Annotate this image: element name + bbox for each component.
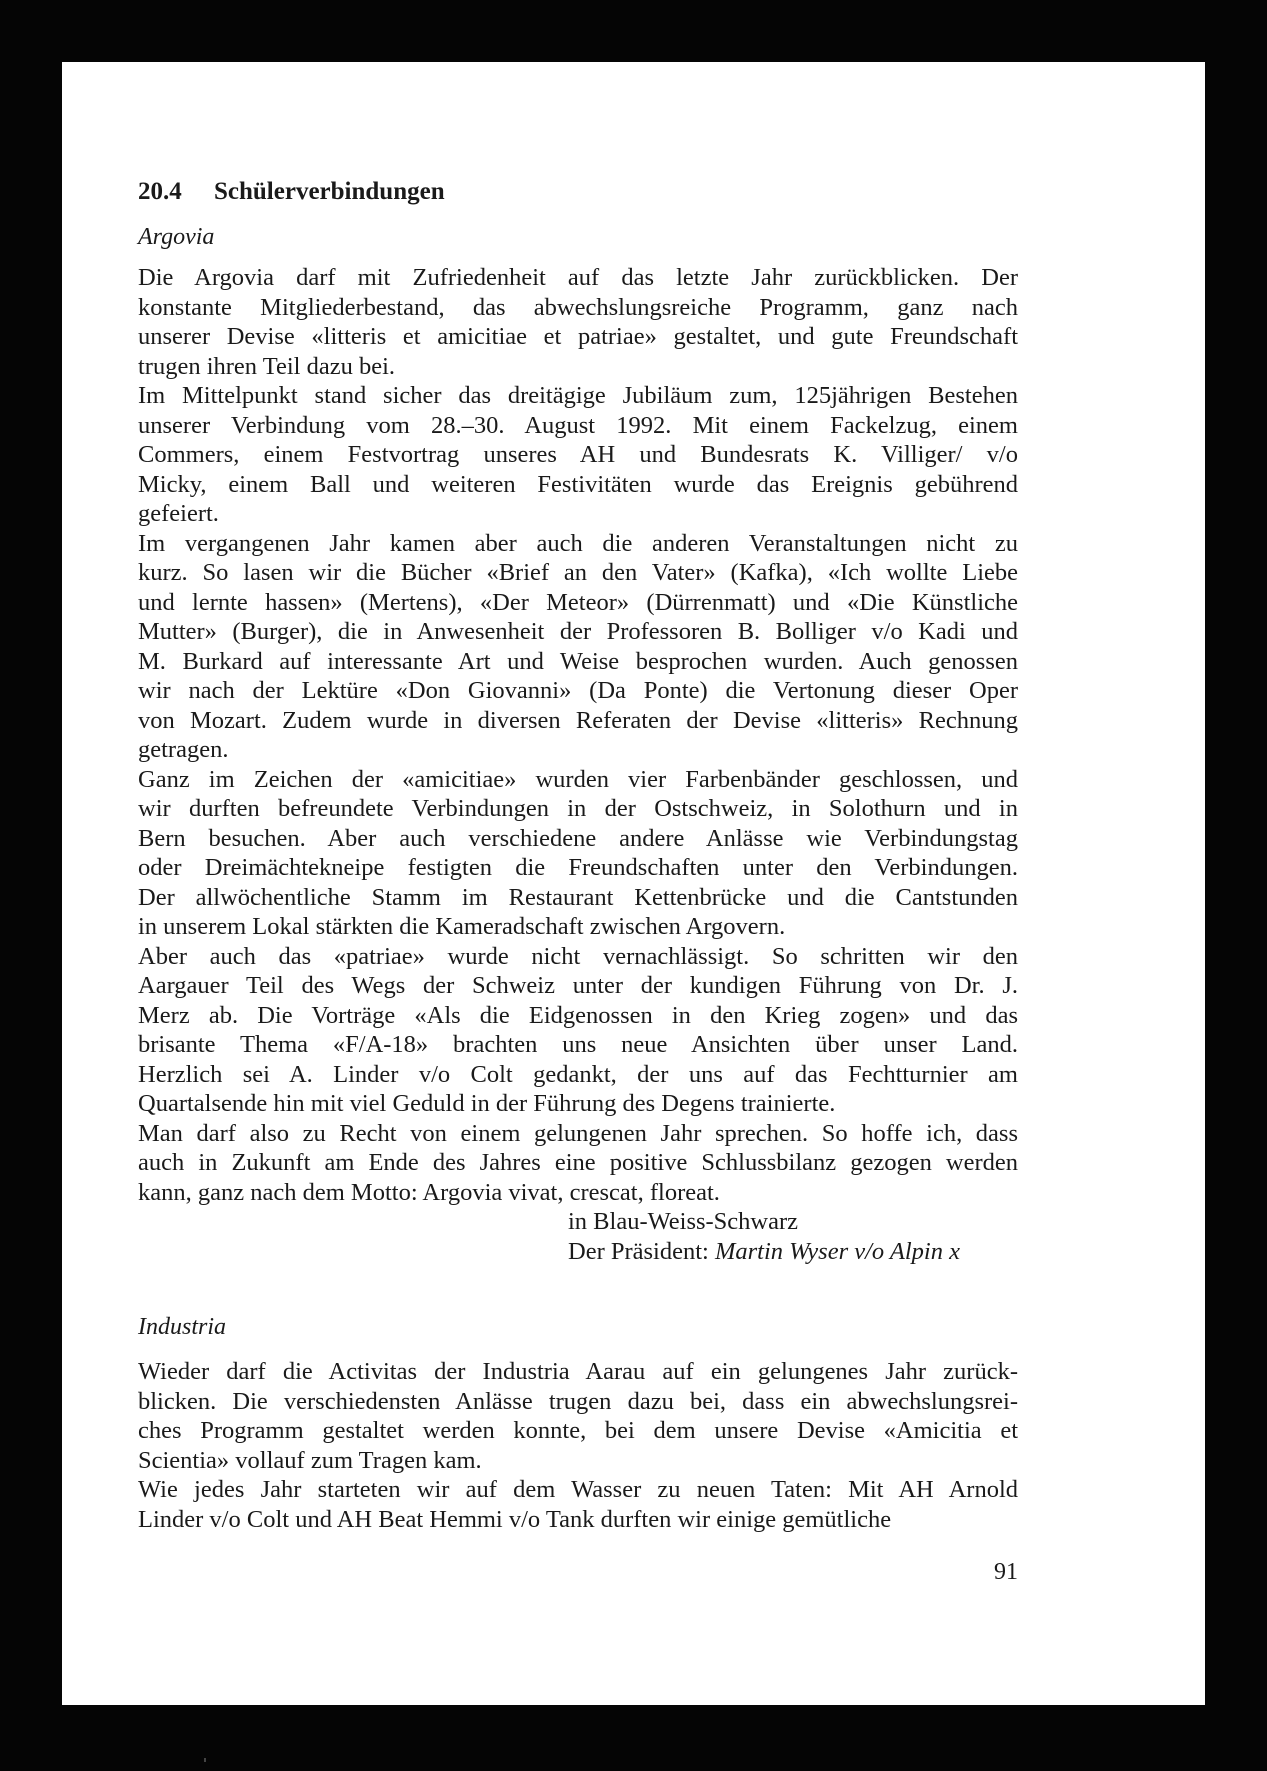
text-line: Commers, einem Festvortrag unseres AH und Bundesrats K. Villiger/ v/o bbox=[138, 441, 1018, 468]
text-line: M. Burkard auf interessante Art und Weise besprochen wurden. Auch genossen bbox=[138, 647, 1018, 675]
industria-section bbox=[138, 1357, 1018, 1534]
text-line: oder Dreimächtekneipe festigten die Freundschaften unter den Verbindungen. bbox=[138, 854, 1018, 881]
text-line: getragen. bbox=[138, 736, 229, 763]
text-line: blicken. Die verschiedensten Anlässe trugen dazu bei, dass ein abwechslungsrei- bbox=[138, 1387, 1018, 1415]
text-line: Bern besuchen. Aber auch verschiedene andere Anlässe wie Verbindungstag bbox=[138, 824, 1018, 852]
signature-line bbox=[568, 1237, 1018, 1267]
text-line: Im vergangenen Jahr kamen aber auch die anderen Veranstaltungen nicht zu bbox=[138, 529, 1018, 557]
text-line: Linder v/o Colt und AH Beat Hemmi v/o Tank durften wir einige gemütliche bbox=[138, 1505, 892, 1533]
section-heading bbox=[138, 178, 445, 206]
argovia-text bbox=[138, 263, 1018, 1207]
text-line: Aargauer Teil des Wegs der Schweiz unter der kundigen Führung von Dr. J. bbox=[138, 972, 1018, 999]
document-page bbox=[62, 62, 1205, 1705]
text-line: Im Mittelpunkt stand sicher das dreitägige Jubiläum zum, 125jährigen Bestehen bbox=[138, 382, 1018, 409]
text-line: brisante Thema «F/A-18» brachten uns neue Ansichten über unser Land. bbox=[138, 1031, 1018, 1058]
text-line: unserer Devise «litteris et amicitiae et patriae» gestaltet, und gute Freundschaft bbox=[138, 323, 1018, 350]
argovia-section bbox=[138, 263, 1018, 1266]
text-line: kurz. So lasen wir die Bücher «Brief an den Vater» (Kafka), «Ich wollte Liebe bbox=[138, 559, 1018, 586]
text-line: trugen ihren Teil dazu bei. bbox=[138, 352, 396, 380]
text-line: Aber auch das «patriae» wurde nicht vernachlässigt. So schritten wir den bbox=[138, 942, 1018, 970]
closing-line: in Blau-Weiss-Schwarz bbox=[568, 1208, 799, 1235]
text-line: Micky, einem Ball und weiteren Festivitäten wurde das Ereignis gebührend bbox=[138, 470, 1018, 498]
text-line: gefeiert. bbox=[138, 500, 219, 527]
subsection-title-argovia: Argovia bbox=[138, 224, 215, 250]
text-line: Der allwöchentliche Stamm im Restaurant Kettenbrücke und die Cantstunden bbox=[138, 883, 1018, 911]
text-line: Herzlich sei A. Linder v/o Colt gedankt, der uns auf das Fechtturnier am bbox=[138, 1060, 1018, 1088]
text-line: Ganz im Zeichen der «amicitiae» wurden vier Farbenbänder geschlossen, und bbox=[138, 765, 1018, 793]
signature-label: Der Präsident: bbox=[568, 1237, 709, 1265]
text-line: Wieder darf die Activitas der Industria Aarau auf ein gelungenes Jahr zurück- bbox=[138, 1358, 1018, 1385]
text-line: kann, ganz nach dem Motto: Argovia vivat, crescat, floreat. bbox=[138, 1178, 720, 1206]
text-line: wir durften befreundete Verbindungen in der Ostschweiz, in Solothurn und in bbox=[138, 795, 1018, 822]
text-line: ches Programm gestaltet werden konnte, bei dem unsere Devise «Amicitia et bbox=[138, 1417, 1018, 1444]
section-number: 20.4 bbox=[138, 178, 182, 205]
text-line: auch in Zukunft am Ende des Jahres eine positive Schlussbilanz gezogen werden bbox=[138, 1149, 1018, 1176]
subsection-title-industria: Industria bbox=[138, 1314, 227, 1340]
page-number: 91 bbox=[994, 1559, 1018, 1585]
text-line: Quartalsende hin mit viel Geduld in der Führung des Degens trainierte. bbox=[138, 1090, 836, 1117]
text-line: Scientia» vollauf zum Tragen kam. bbox=[138, 1446, 482, 1474]
text-line: Mutter» (Burger), die in Anwesenheit der Professoren B. Bolliger v/o Kadi und bbox=[138, 618, 1018, 645]
text-line: wir nach der Lektüre «Don Giovanni» (Da Ponte) die Vertonung dieser Oper bbox=[138, 677, 1018, 704]
text-line: Wie jedes Jahr starteten wir auf dem Wasser zu neuen Taten: Mit AH Arnold bbox=[138, 1476, 1018, 1503]
text-line: in unserem Lokal stärkten die Kameradschaft zwischen Argovern. bbox=[138, 913, 786, 940]
text-line: unserer Verbindung vom 28.–30. August 1992. Mit einem Fackelzug, einem bbox=[138, 411, 1018, 439]
text-line: konstante Mitgliederbestand, das abwechslungsreiche Programm, ganz nach bbox=[138, 293, 1018, 321]
text-line: Man darf also zu Recht von einem gelungenen Jahr sprechen. So hoffe ich, dass bbox=[138, 1119, 1018, 1147]
signature-name: Martin Wyser v/o Alpin x bbox=[714, 1237, 960, 1265]
text-line: von Mozart. Zudem wurde in diversen Referaten der Devise «litteris» Rechnung bbox=[138, 706, 1018, 734]
text-line: Merz ab. Die Vorträge «Als die Eidgenossen in den Krieg zogen» und das bbox=[138, 1001, 1018, 1029]
text-line: Die Argovia darf mit Zufriedenheit auf das letzte Jahr zurückblicken. Der bbox=[138, 264, 1018, 291]
text-line: und lernte hassen» (Mertens), «Der Meteor» (Dürrenmatt) und «Die Künstliche bbox=[138, 588, 1018, 616]
industria-text bbox=[138, 1357, 1018, 1534]
scan-speck bbox=[204, 1758, 206, 1762]
section-title: Schülerverbindungen bbox=[214, 178, 445, 205]
